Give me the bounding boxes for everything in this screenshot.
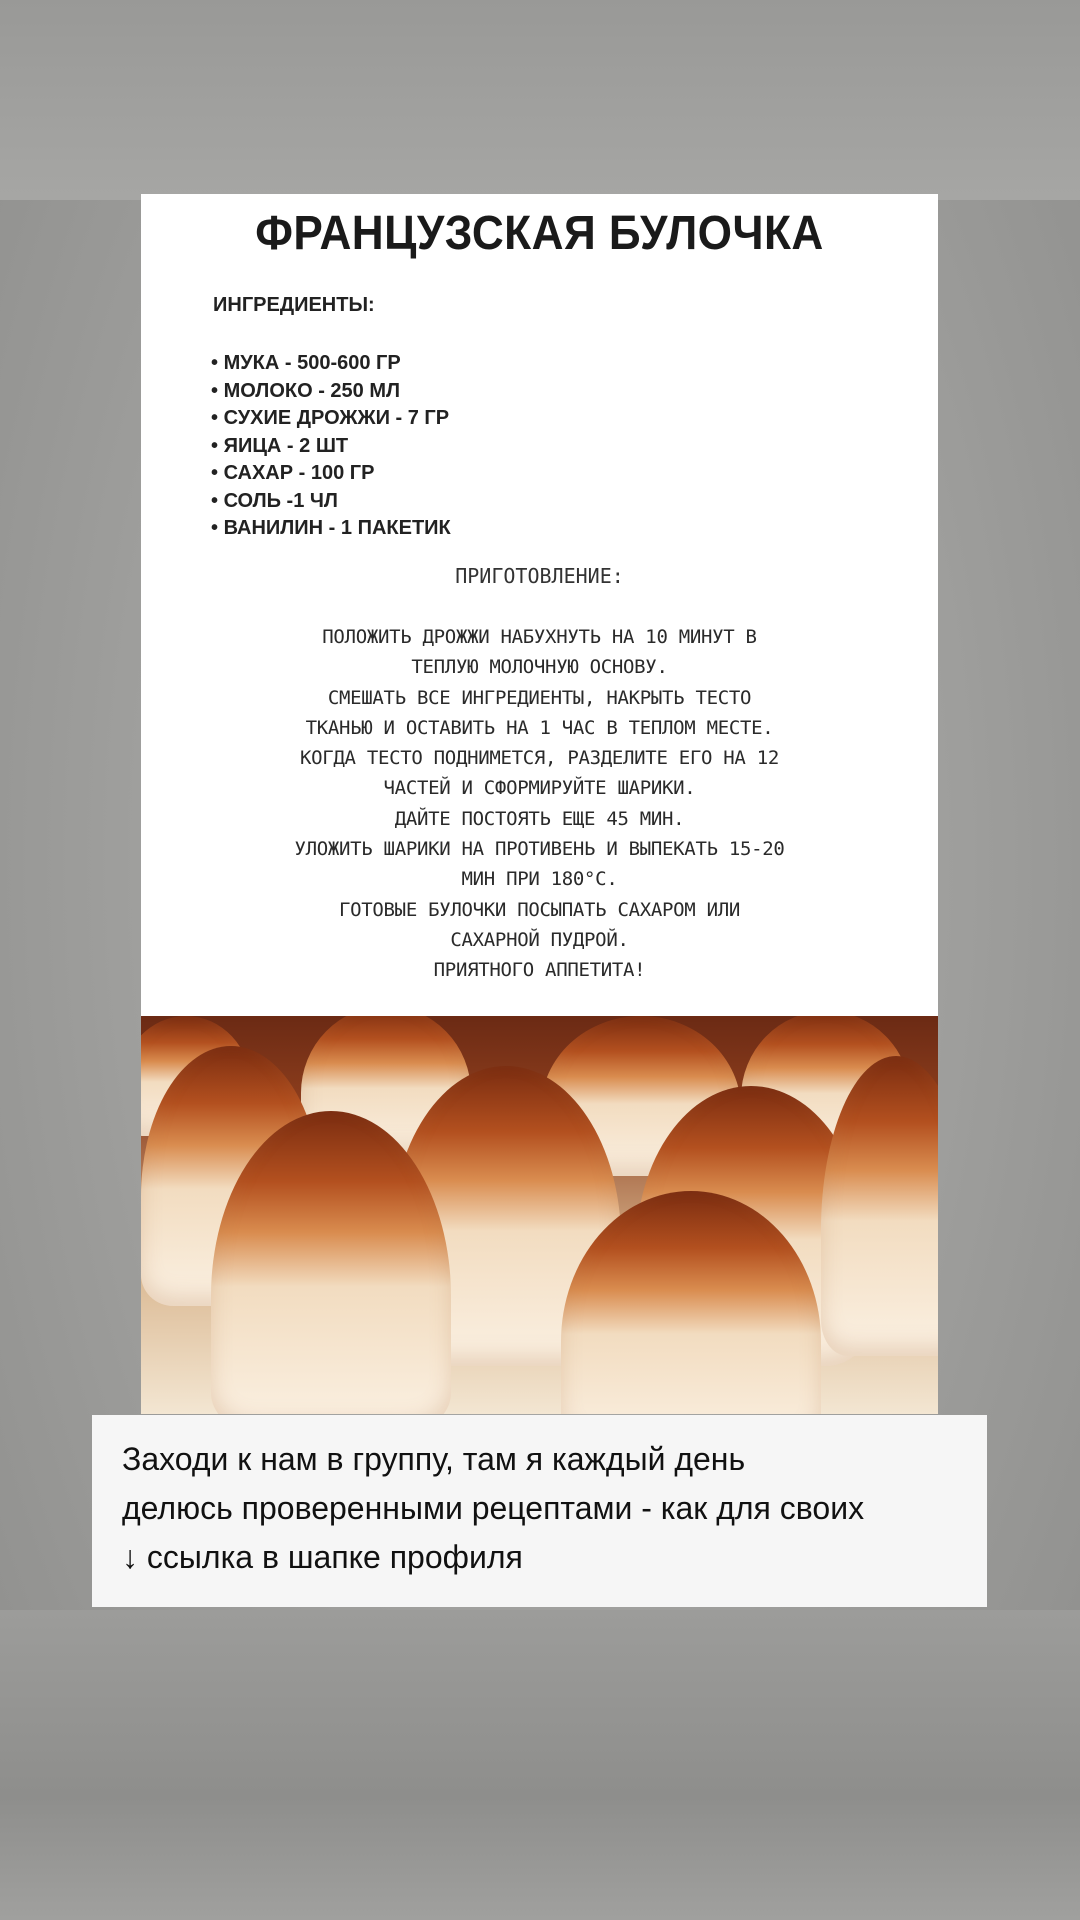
recipe-title: ФРАНЦУЗСКАЯ БУЛОЧКА: [255, 207, 824, 260]
instruction-line: ТКАНЬЮ И ОСТАВИТЬ НА 1 ЧАС В ТЕПЛОМ МЕСТЕ.: [305, 716, 774, 739]
ingredient-item: • ЯИЦА - 2 ШТ: [211, 433, 451, 461]
ingredient-item: • САХАР - 100 ГР: [211, 460, 451, 488]
instruction-line: ТЕПЛУЮ МОЛОЧНУЮ ОСНОВУ.: [411, 656, 668, 679]
instruction-line: ПРИЯТНОГО АППЕТИТА!: [433, 959, 646, 982]
ingredient-item: • ВАНИЛИН - 1 ПАКЕТИК: [211, 515, 451, 543]
ingredient-item: • СУХИЕ ДРОЖЖИ - 7 ГР: [211, 405, 451, 433]
buns-photo: [141, 1016, 938, 1414]
instruction-line: ЧАСТЕЙ И СФОРМИРУЙТЕ ШАРИКИ.: [383, 777, 696, 800]
instruction-line: ПОЛОЖИТЬ ДРОЖЖИ НАБУХНУТЬ НА 10 МИНУТ В: [322, 626, 757, 648]
instruction-line: САХАРНОЙ ПУДРОЙ.: [450, 928, 629, 951]
instruction-line: УЛОЖИТЬ ШАРИКИ НА ПРОТИВЕНЬ И ВЫПЕКАТЬ 15-20: [294, 838, 785, 861]
ingredients-heading: ИНГРЕДИЕНТЫ:: [213, 294, 375, 316]
caption-line: ↓ ссылка в шапке профиля: [122, 1539, 523, 1575]
ingredient-item: • МОЛОКО - 250 МЛ: [211, 378, 451, 406]
instruction-line: СМЕШАТЬ ВСЕ ИНГРЕДИЕНТЫ, НАКРЫТЬ ТЕСТО: [327, 686, 752, 709]
instruction-line: КОГДА ТЕСТО ПОДНИМЕТСЯ, РАЗДЕЛИТЕ ЕГО НА 12: [300, 747, 779, 770]
background-blur-bottom: [0, 1610, 1080, 1920]
instruction-line: ГОТОВЫЕ БУЛОЧКИ ПОСЫПАТЬ САХАРОМ ИЛИ: [338, 898, 740, 921]
instruction-line: ДАЙТЕ ПОСТОЯТЬ ЕЩЕ 45 МИН.: [394, 807, 685, 830]
instructions-block: [141, 622, 938, 986]
background-blur-top: [0, 0, 1080, 200]
caption-line: делюсь проверенными рецептами - как для своих: [122, 1490, 865, 1526]
preparation-heading: ПРИГОТОВЛЕНИЕ:: [455, 564, 624, 588]
ingredient-item: • СОЛЬ -1 ЧЛ: [211, 488, 451, 516]
ingredient-list: [211, 350, 451, 543]
instruction-line: МИН ПРИ 180°С.: [461, 868, 618, 891]
ingredient-item: • МУКА - 500-600 ГР: [211, 350, 451, 378]
caption-box[interactable]: [92, 1415, 987, 1607]
caption-line: Заходи к нам в группу, там я каждый день: [122, 1441, 746, 1477]
recipe-card-image[interactable]: [141, 194, 938, 1414]
